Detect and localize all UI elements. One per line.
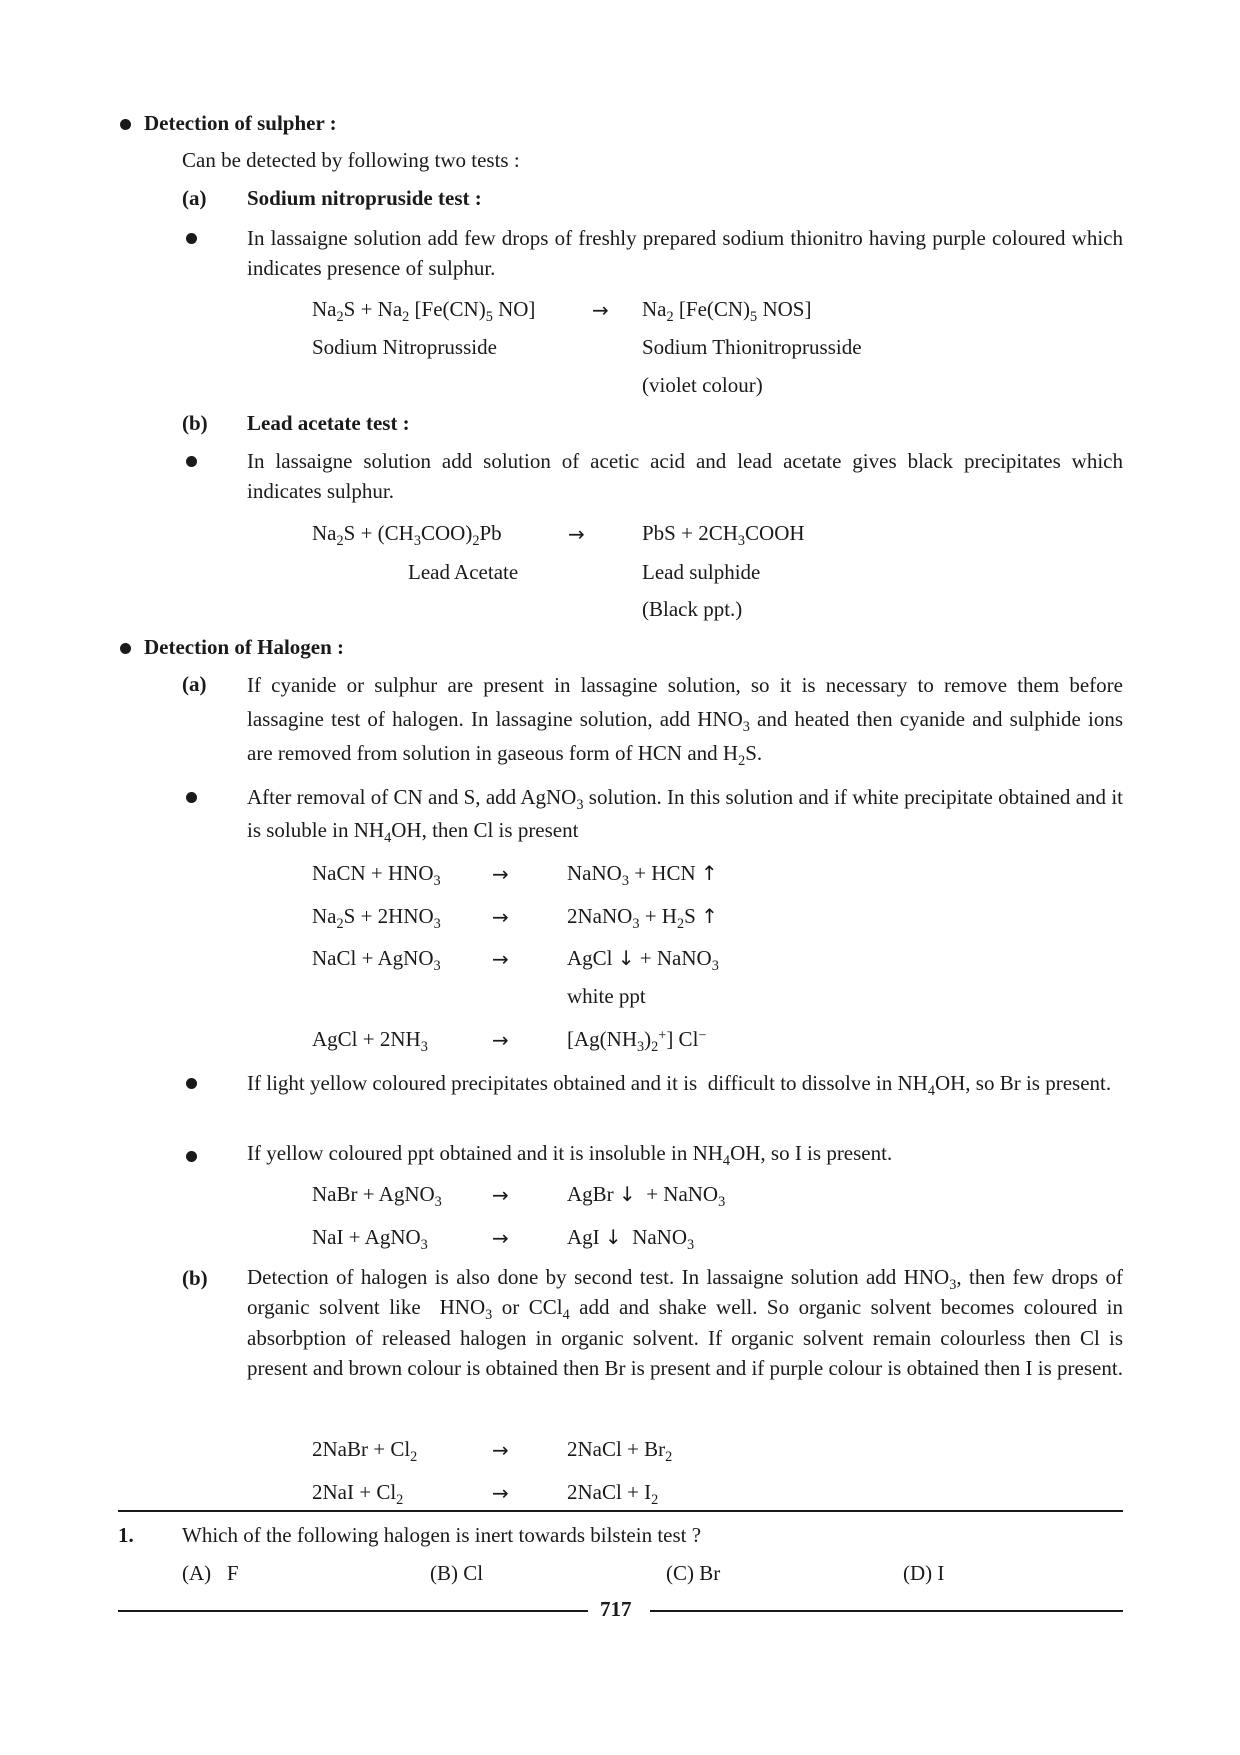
equation-lhs: NaCl + AgNO$_3$ (312, 946, 441, 974)
halogen-bullet1-text: After removal of CN and S, add AgNO$_3$ solution. In this solution and if white precipitate obtained and it is soluble in $NH_4OH$, then Cl is present (247, 785, 1124, 846)
compound-name: Sodium Thionitroprusside (642, 335, 862, 359)
question-number: 1. (118, 1523, 134, 1547)
precipitate-down-arrow-icon: ↓ (618, 1182, 636, 1206)
equation-rhs: 2NaNO$_3$ + $H_2S$ ↑ (567, 904, 718, 932)
option-c: (C) Br (666, 1561, 721, 1585)
sulphur-b-title: Lead acetate test : (247, 411, 410, 435)
equation-lhs: AgCl + $2NH_3$ (312, 1027, 428, 1055)
arrow-icon: → (492, 947, 509, 971)
bullet-icon (120, 643, 131, 654)
arrow-icon: → (492, 862, 509, 886)
sulphur-intro: Can be detected by following two tests : (182, 148, 520, 172)
sulphur-heading: Detection of sulpher : (144, 111, 337, 135)
equation-lhs: 2NaBr + $Cl_2$ (312, 1437, 418, 1465)
compound-name: Sodium Nitroprusside (312, 335, 497, 359)
question-divider (118, 1510, 1123, 1512)
equation-rhs: AgCl ↓ + NaNO$_3$ (567, 946, 719, 974)
gas-up-arrow-icon: ↑ (700, 861, 718, 885)
bullet-icon (186, 792, 197, 803)
equation-rhs: AgBr ↓ + NaNO$_3$ (567, 1182, 726, 1210)
equation-rhs: $[Ag(NH_3)_2^+]$ Cl− (567, 1027, 707, 1055)
precipitate-down-arrow-icon: ↓ (617, 946, 635, 970)
bullet-icon (186, 1151, 197, 1162)
equation-lhs: NaI + AgNO$_3$ (312, 1225, 428, 1253)
sulphur-b-text: In lassaigne solution add solution of acetic acid and lead acetate gives black precipitates which indicates sulphur. (247, 449, 1123, 504)
equation-rhs: PbS + $2CH_3COOH$ (642, 521, 805, 549)
arrow-icon: → (492, 905, 509, 929)
question-text: Which of the following halogen is inert towards bilstein test ? (182, 1523, 702, 1547)
arrow-icon: → (592, 298, 609, 322)
precipitate-down-arrow-icon: ↓ (604, 1225, 622, 1249)
arrow-icon: → (492, 1438, 509, 1462)
equation-lhs: NaBr + AgNO$_3$ (312, 1182, 442, 1210)
compound-note: (Black ppt.) (642, 597, 743, 621)
halogen-bullet3-text: If yellow coloured ppt obtained and it is insoluble in $NH_4OH$, so I is present. (247, 1141, 893, 1169)
equation-rhs: AgI ↓ NaNO$_3$ (567, 1225, 695, 1253)
sulphur-b-label: (b) (182, 411, 208, 435)
arrow-icon: → (492, 1481, 509, 1505)
compound-note: white ppt (567, 984, 646, 1008)
halogen-heading: Detection of Halogen : (144, 635, 345, 659)
arrow-icon: → (492, 1183, 509, 1207)
bullet-icon (120, 119, 131, 130)
option-d: (D) I (903, 1561, 945, 1585)
bullet-icon (186, 1078, 197, 1089)
footer-rule-right (650, 1610, 1123, 1612)
gas-up-arrow-icon: ↑ (701, 904, 718, 928)
sulphur-a-text: In lassaigne solution add few drops of freshly prepared sodium thionitro having purple coloured which indicates presence of sulphur. (247, 226, 1123, 281)
compound-note: (violet colour) (642, 373, 763, 397)
halogen-a-text: If cyanide or sulphur are present in lassagine solution, so it is necessary to remove them before lassagine test of halogen. In lassagine solution, add $HNO_3$ and heated then cyanide and sulphide ions are removed from solution in gaseous form of HCN and $H_2S$. (247, 673, 1124, 770)
bullet-icon (186, 233, 197, 244)
arrow-icon: → (492, 1028, 509, 1052)
bullet-icon (186, 456, 197, 467)
compound-name: Lead Acetate (408, 560, 519, 584)
halogen-b-text: Detection of halogen is also done by second test. In lassaigne solution add $HNO_3$, then few drops of organic solvent like $HNO_3$ or CCl$_4$ add and shake well. So organic solvent becomes coloured in absorbption of released halogen in organic solvent. If organic solvent remain colourless then Cl is present and brown colour is obtained then Br is present and if purple colour is obtained then I is present. (247, 1265, 1124, 1381)
equation-rhs: $Na_2$ [$Fe(CN)_5$ NOS] (642, 297, 812, 325)
equation-lhs: $Na_2S + Na_2$ [$Fe(CN)_5$ NO] (312, 297, 536, 325)
equation-rhs: 2NaCl + $Br_2$ (567, 1437, 673, 1465)
footer-rule-left (118, 1610, 588, 1612)
halogen-bullet2-text: If light yellow coloured precipitates obtained and it is difficult to dissolve in $NH_4OH$, so Br is present. (247, 1071, 1112, 1099)
arrow-icon: → (568, 522, 585, 546)
option-b: (B) Cl (430, 1561, 484, 1585)
page-number: 717 (600, 1597, 632, 1621)
equation-rhs: NaNO$_3$ + HCN ↑ (567, 861, 718, 889)
halogen-b-label: (b) (182, 1266, 208, 1290)
equation-lhs: NaCN + $HNO_3$ (312, 861, 441, 889)
equation-rhs: 2NaCl + $I_2$ (567, 1480, 659, 1508)
equation-lhs: $Na_2S + (CH_3COO)_2Pb$ (312, 521, 502, 549)
option-a: (A) F (182, 1561, 239, 1585)
equation-lhs: $Na_2S + 2HNO_3$ (312, 904, 441, 932)
halogen-a-label: (a) (182, 672, 207, 696)
equation-lhs: $2NaI + Cl_2$ (312, 1480, 404, 1508)
compound-name: Lead sulphide (642, 560, 761, 584)
sulphur-a-title: Sodium nitropruside test : (247, 186, 482, 210)
sulphur-a-label: (a) (182, 186, 207, 210)
arrow-icon: → (492, 1226, 509, 1250)
